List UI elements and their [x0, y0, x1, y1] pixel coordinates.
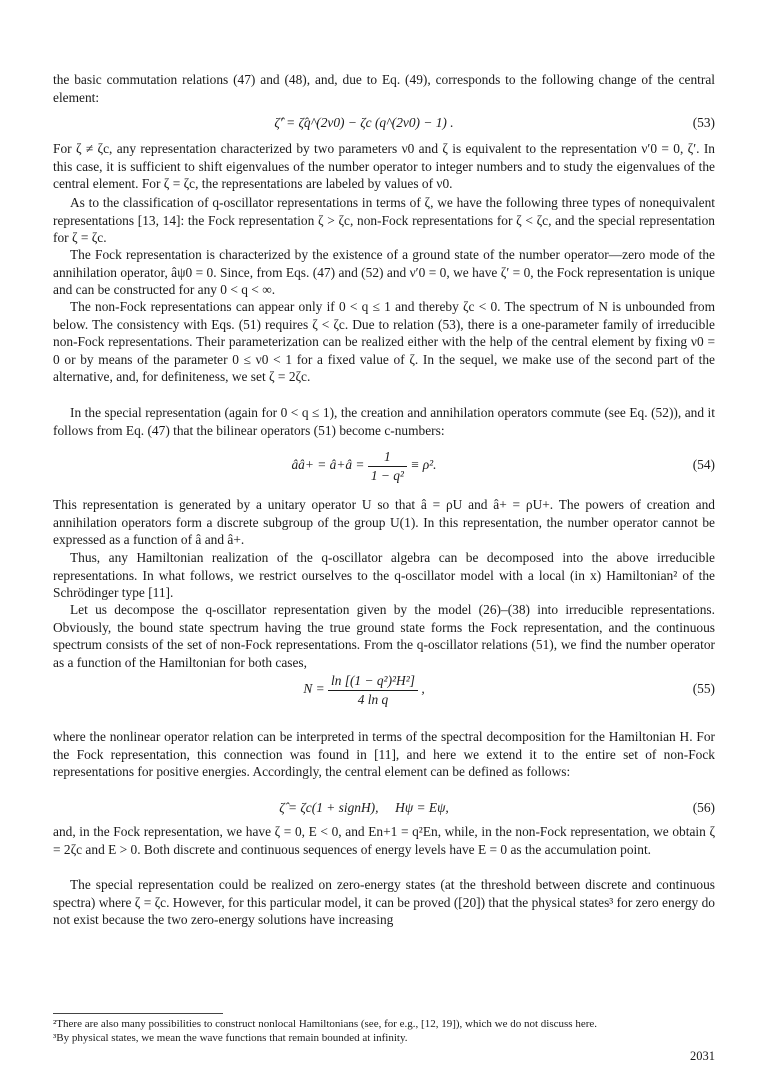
equation-53 — [53, 114, 715, 136]
equation-rhs: , — [421, 681, 425, 697]
paragraph: Thus, any Hamiltonian realization of the q-oscillator algebra can be decomposed into the above irreducible representations. In what follows, we restrict ourselves to the q-oscillator model with a local (in x) Hamiltonian² of the Schrödinger type [11]. — [53, 550, 715, 601]
paragraph: This representation is generated by a unitary operator U so that â = ρU and â+ = ρU+. The powers of creation and annihilation operators form a discrete subgroup of the group U(1). In this representation, the number operator cannot be expressed as a function of â and â+. — [53, 497, 715, 548]
fraction-numerator: ln [(1 − q²)²H²] — [328, 672, 418, 691]
equation-55 — [53, 672, 715, 708]
fraction — [368, 448, 407, 484]
equation-number: (55) — [692, 681, 715, 696]
equation-expression: ζ̂′ = ζ̂q^(2ν0) − ζc (q^(2ν0) − 1) . — [274, 115, 454, 130]
paragraph: Let us decompose the q-oscillator representation given by the model (26)–(38) into irreducible representations. Obviously, the bound state spectrum having the true ground state forms the Fock representation, and the continuous spectrum consists of the set of non-Fock representations. From the q-oscillator relations (51), we find the number operator as a function of the Hamiltonian for both cases, — [53, 602, 715, 670]
equation-number: (54) — [692, 457, 715, 472]
equation-lhs: N = — [303, 681, 325, 697]
fraction — [328, 672, 418, 708]
paragraph: The non-Fock representations can appear only if 0 < q ≤ 1 and thereby ζc < 0. The spectrum of N is unbounded from below. The consistency with Eqs. (51) requires ζ < ζc. Due to relation (53), there is a one-parameter family of irreducible non-Fock representations. Their parameterization can be realized either with the help of the central element by fixing ν0 = 0 or by means of the parameter 0 ≤ ν0 < 1 for a fixed value of ζ. In the sequel, we make use of the second part of the alternative, and, for definiteness, we set ζ = 2ζc. — [53, 299, 715, 385]
paragraph: The special representation could be realized on zero-energy states (at the threshold between discrete and continuous spectra) where ζ = ζc. However, for this particular model, it can be proved ([20]) that the physical states³ for zero energy do not exist because the two zero-energy solutions have increasing — [53, 877, 715, 928]
paragraph: As to the classification of q-oscillator representations in terms of ζ, we have the following three types of nonequivalent representations [13, 14]: the Fock representation ζ > ζc, non-Fock representations for ζ < ζc, and the special representation for ζ = ζc. — [53, 195, 715, 246]
paragraph: For ζ ≠ ζc, any representation characterized by two parameters ν0 and ζ is equivalent to the representation ν′0 = 0, ζ′. In this case, it is sufficient to shift eigenvalues of the number operator to integer numbers and to study the eigenvalues of the central element. For ζ = ζc, the representations are labeled by values of ν0. — [53, 141, 715, 192]
footnote: ³By physical states, we mean the wave functions that remain bounded at infinity. — [53, 1032, 408, 1044]
paragraph: The Fock representation is characterized by the existence of a ground state of the number operator—zero mode of the annihilation operator, âψ0 = 0. Since, from Eqs. (47) and (52) and ν′0 = 0, we have ζ′ = 0, the Fock representation is unique and can be constructed for any 0 < q < ∞. — [53, 247, 715, 298]
paragraph: In the special representation (again for 0 < q ≤ 1), the creation and annihilation operators commute (see Eq. (52)), and it follows from Eq. (47) that the bilinear operators (51) become c-numbers: — [53, 405, 715, 438]
fraction-denominator: 4 ln q — [357, 691, 389, 707]
paragraph: and, in the Fock representation, we have ζ = 0, E < 0, and En+1 = q²En, while, in the non-Fock representation, we obtain ζ = 2ζc and E > 0. Both discrete and continuous sequences of energy levels have E = 0 as the accumulation point. — [53, 824, 715, 857]
page-number: 2031 — [690, 1049, 715, 1063]
fraction-denominator: 1 − q² — [370, 467, 404, 483]
equation-expression: ζ̂ = ζc(1 + signH), Hψ = Eψ, — [279, 800, 449, 815]
footnote-rule — [53, 1013, 223, 1014]
footnote: ²There are also many possibilities to construct nonlocal Hamiltonians (see, for e.g., [12, 19]), which we do not discuss here. — [53, 1018, 597, 1030]
equation-lhs: ââ+ = â+â = — [291, 457, 365, 473]
equation-number: (56) — [692, 800, 715, 815]
equation-56 — [53, 799, 715, 821]
equation-54 — [53, 448, 715, 484]
paragraph: the basic commutation relations (47) and (48), and, due to Eq. (49), corresponds to the following change of the central element: — [53, 72, 715, 105]
equation-number: (53) — [692, 115, 715, 130]
fraction-numerator: 1 — [368, 448, 407, 467]
paragraph: where the nonlinear operator relation can be interpreted in terms of the spectral decomposition for the Hamiltonian H. For the Fock representation, this connection was found in [11], and here we extend it to the entire set of non-Fock representations for positive energies. Accordingly, the central element can be defined as follows: — [53, 729, 715, 780]
equation-rhs: ≡ ρ². — [410, 457, 437, 473]
